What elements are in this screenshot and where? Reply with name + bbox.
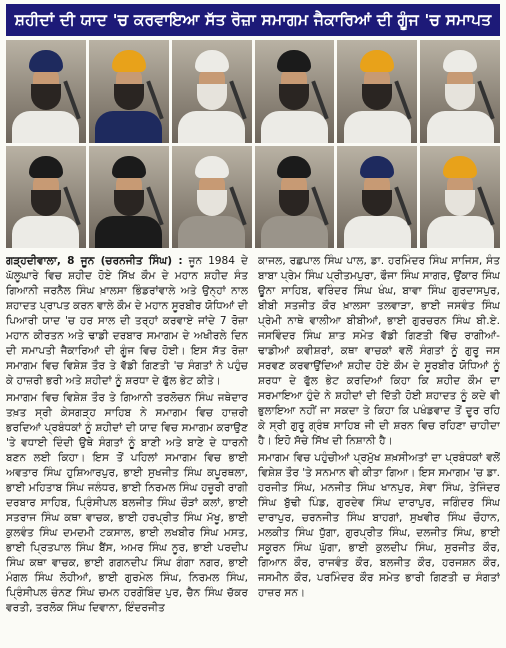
speaker-beard bbox=[197, 84, 227, 110]
speaker-turban bbox=[112, 156, 146, 178]
article-column-left bbox=[6, 254, 248, 642]
speaker-beard bbox=[197, 190, 227, 216]
speaker-photo bbox=[337, 146, 417, 249]
paragraph bbox=[6, 254, 248, 389]
speaker-beard bbox=[279, 190, 309, 216]
speaker-turban bbox=[443, 156, 477, 178]
speaker-clothing bbox=[344, 111, 411, 143]
speaker-photo bbox=[255, 146, 335, 249]
speaker-turban bbox=[195, 50, 229, 72]
speaker-clothing bbox=[12, 111, 79, 143]
speaker-clothing bbox=[427, 111, 494, 143]
headline: ਸ਼ਹੀਦਾਂ ਦੀ ਯਾਦ 'ਚ ਕਰਵਾਇਆ ਸੱਤ ਰੋਜ਼ਾ ਸਮਾਗਮ ਜੈਕਾਰਿਆਂ ਦੀ ਗੂੰਜ 'ਚ ਸਮਾਪਤ bbox=[6, 4, 500, 36]
speaker-photo bbox=[172, 146, 252, 249]
paragraph: ਸਮਾਗਮ ਵਿਚ ਵਿਸ਼ੇਸ਼ ਤੌਰ ਤੇ ਗਿਆਨੀ ਤਰਲੋਚਨ ਸਿੰਘ ਜਥੇਦਾਰ ਤਖ਼ਤ ਸ੍ਰੀ ਕੇਸਗੜ੍ਹ ਸਾਹਿਬ ਨੇ ਸਮਾਗਮ ਵਿਚ ਹਾਜ਼ਰੀ ਭਰਦਿਆਂ ਪ੍ਰਬੰਧਕਾਂ ਨੂੰ ਸ਼ਹੀਦਾਂ ਦੀ ਯਾਦ ਵਿਚ ਸਮਾਗਮ ਕਰਾਉਣ 'ਤੇ ਵਧਾਈ ਦਿੰਦੀ ਉਥੇ ਸੰਗਤਾਂ ਨੂੰ ਬਾਣੀ ਅਤੇ ਬਾਣੇ ਦੇ ਧਾਰਨੀ ਬਣਨ ਲਈ ਕਿਹਾ। ਇਸ ਤੋਂ ਪਹਿਲਾਂ ਸਮਾਗਮ ਵਿਚ ਭਾਈ ਅਵਤਾਰ ਸਿੰਘ ਹੁਸ਼ਿਆਰਪੁਰ, ਭਾਈ ਸੁਖਜੀਤ ਸਿੰਘ ਕਪੂਰਥਲਾ, ਭਾਈ ਮਹਿਤਾਬ ਸਿੰਘ ਜਲੰਧਰ, ਭਾਈ ਨਿਰਮਲ ਸਿੰਘ ਹਜ਼ੂਰੀ ਰਾਗੀ ਦਰਬਾਰ ਸਾਹਿਬ, ਪ੍ਰਿੰਸੀਪਲ ਬਲਜੀਤ ਸਿੰਘ ਚੌੜਾਂ ਕਲਾਂ, ਭਾਈ ਸਤਰਾਜ ਸਿੰਘ ਕਥਾ ਵਾਚਕ, ਭਾਈ ਹਰਪ੍ਰੀਤ ਸਿੰਘ ਮੱਖੂ, ਭਾਈ ਕੁਲਵੰਤ ਸਿੰਘ ਦਮਦਮੀ ਟਕਸਾਲ, ਭਾਈ ਲਖਬੀਰ ਸਿੰਘ ਮਸਤ, ਭਾਈ ਪ੍ਰਿਤਪਾਲ ਸਿੰਘ ਬੈਂਸ, ਅਮਰ ਸਿੰਘ ਨੂਰ, ਭਾਈ ਪਰਦੀਪ ਸਿੰਘ ਕਥਾ ਵਾਚਕ, ਭਾਈ ਗਗਨਦੀਪ ਸਿੰਘ ਗੰਗਾ ਨਗਰ, ਭਾਈ ਮੰਗਲ ਸਿੰਘ ਲੋਹੀਆਂ, ਭਾਈ ਗੁਰਮੇਲ ਸਿੰਘ, ਨਿਰਮਲ ਸਿੰਘ, ਪ੍ਰਿੰਸੀਪਲ ਚੰਨਣ ਸਿੰਘ ਚਮਨ ਹਰਗੋਬਿੰਦ ਪੁਰ, ਚੈਨ ਸਿੰਘ ਚੱਕਰ ਵਰਤੀ, ਤਰਲੋਕ ਸਿੰਘ ਦਿਵਾਨਾ, ਇੰਦਰਜੀਤ bbox=[6, 392, 248, 614]
speaker-photo bbox=[255, 40, 335, 143]
speaker-turban bbox=[195, 156, 229, 178]
speaker-beard bbox=[114, 190, 144, 216]
speaker-clothing bbox=[178, 111, 245, 143]
speaker-beard bbox=[279, 84, 309, 110]
speaker-beard bbox=[445, 190, 475, 216]
speaker-photo bbox=[420, 146, 500, 249]
newspaper-clipping bbox=[6, 4, 500, 644]
speaker-beard bbox=[114, 84, 144, 110]
speaker-photo bbox=[172, 40, 252, 143]
photo-grid bbox=[6, 40, 500, 248]
paragraph: ਕਾਜਲ, ਰਛਪਾਲ ਸਿੰਘ ਪਾਲ, ਡਾ. ਹਰਮਿੰਦਰ ਸਿੰਘ ਸਾਜਿਸ, ਸੰਤ ਬਾਬਾ ਪ੍ਰੇਮ ਸਿੰਘ ਪ੍ਰੀਤਮਪੁਰਾ, ਫੌਜਾ ਸਿੰਘ ਸਾਗਰ, ਉਂਕਾਰ ਸਿੰਘ ਊਨਾ ਸਾਹਿਬ, ਵਰਿੰਦਰ ਸਿੰਘ ਖੰਘ, ਬਾਵਾ ਸਿੰਘ ਗੁਰਦਾਸਪੁਰ, ਬੀਬੀ ਸਤਜੀਤ ਕੌਰ ਖ਼ਾਲਸਾ ਤਲਵਾੜਾ, ਭਾਈ ਜਸਵੰਤ ਸਿੰਘ ਪ੍ਰੇਮੀ ਨਾਥੇ ਵਾਲੀਆ ਬੀਬੀਆਂ, ਭਾਈ ਗੁਰਚਰਨ ਸਿੰਘ ਬੀ.ਏ. ਜਸਵਿੰਦਰ ਸਿੰਘ ਸ਼ਾਤ ਸਮੇਤ ਵੱਡੀ ਗਿਣਤੀ ਵਿੱਚ ਰਾਗੀਆਂ-ਢਾਡੀਆਂ ਕਵੀਸ਼ਰਾਂ, ਕਥਾ ਵਾਚਕਾਂ ਵਲੋਂ ਸੰਗਤਾਂ ਨੂੰ ਗੁਰੂ ਜਸ ਸਰਵਣ ਕਰਵਾਉਂਦਿਆਂ ਸ਼ਹੀਦ ਹੋਏ ਕੌਮ ਦੇ ਸੂਰਬੀਰ ਯੋਧਿਆਂ ਨੂੰ ਸ਼ਰਧਾ ਦੇ ਫੁੱਲ ਭੇਟ ਕਰਦਿਆਂ ਕਿਹਾ ਕਿ ਸ਼ਹੀਦ ਕੌਮ ਦਾ ਸਰਮਾਇਆ ਹੁੰਦੇ ਨੇ ਸ਼ਹੀਦਾਂ ਦੀ ਦਿੱਤੀ ਹੋਈ ਸ਼ਹਾਦਤ ਨੂੰ ਕਦੇ ਵੀ ਭੁਲਾਇਆ ਨਹੀਂ ਜਾ ਸਕਦਾ ਤੇ ਕਿਹਾ ਕਿ ਪਖੰਡਵਾਦ ਤੋਂ ਦੂਰ ਰਹਿ ਕੇ ਸ੍ਰੀ ਗੁਰੂ ਗ੍ਰੰਥ ਸਾਹਿਬ ਜੀ ਦੀ ਸ਼ਰਨ ਵਿਚ ਰਹਿਣਾ ਚਾਹੀਦਾ ਹੈ। ਇਹੋ ਸੱਚੇ ਸਿੱਖ ਦੀ ਨਿਸ਼ਾਨੀ ਹੈ। bbox=[258, 255, 500, 447]
paragraph: ਸਮਾਗਮ ਵਿਚ ਪਹੁੰਚੀਆਂ ਪ੍ਰਮੁੱਖ ਸ਼ਖ਼ਸੀਅਤਾਂ ਦਾ ਪ੍ਰਬੰਧਕਾਂ ਵਲੋਂ ਵਿਸ਼ੇਸ਼ ਤੌਰ 'ਤੇ ਸਨਮਾਨ ਵੀ ਕੀਤਾ ਗਿਆ। ਇਸ ਸਮਾਗਮ 'ਚ ਡਾ. ਹਰਜੀਤ ਸਿੰਘ, ਮਨਜੀਤ ਸਿੰਘ ਖਾਨਪੁਰ, ਸੇਵਾ ਸਿੰਘ, ਤੇਜਿੰਦਰ ਸਿੰਘ ਬੁੱਢੀ ਪਿੰਡ, ਗੁਰਦੇਵ ਸਿੰਘ ਦਾਰਾਪੁਰ, ਜਗਿੰਦਰ ਸਿੰਘ ਦਾਰਾਪੁਰ, ਚਰਨਜੀਤ ਸਿੰਘ ਬਾਹਗਾਂ, ਸੁਖਵੀਰ ਸਿੰਘ ਚੌਹਾਨ, ਮਲਕੀਤ ਸਿੰਘ ਧੁੱਗਾ, ਗੁਰਪ੍ਰੀਤ ਸਿੰਘ, ਦਲਜੀਤ ਸਿੰਘ, ਭਾਈ ਸਕੂਰਨ ਸਿੰਘ ਘੁੱਗਾ, ਭਾਈ ਕੁਲਦੀਪ ਸਿੰਘ, ਸੁਰਜੀਤ ਕੌਰ, ਗਿਆਨ ਕੌਰ, ਰਾਜਵੰਤ ਕੌਰ, ਬਲਜੀਤ ਕੌਰ, ਹਰਜਸ਼ਨ ਕੌਰ, ਜਸਮੀਨ ਕੌਰ, ਪਰਮਿੰਦਰ ਕੌਰ ਸਮੇਤ ਭਾਰੀ ਗਿਣਤੀ ਚ ਸੰਗਤਾਂ ਹਾਜ਼ਰ ਸਨ। bbox=[258, 452, 500, 599]
speaker-turban bbox=[29, 50, 63, 72]
speaker-photo bbox=[89, 146, 169, 249]
speaker-clothing bbox=[95, 111, 162, 143]
dateline: ਗੜ੍ਹਦੀਵਾਲਾ, 8 ਜੂਨ (ਚਰਨਜੀਤ ਸਿੰਘ) : bbox=[6, 255, 183, 267]
speaker-clothing bbox=[261, 111, 328, 143]
article-column-right bbox=[258, 254, 500, 642]
speaker-clothing bbox=[261, 216, 328, 248]
speaker-turban bbox=[277, 156, 311, 178]
speaker-turban bbox=[277, 50, 311, 72]
speaker-beard bbox=[31, 84, 61, 110]
paragraph-text: ਜੂਨ 1984 ਦੇ ਘੱਲੂਘਾਰੇ ਵਿਚ ਸ਼ਹੀਦ ਹੋਏ ਸਿੱਖ ਕੌਮ ਦੇ ਮਹਾਨ ਸ਼ਹੀਦ ਸੰਤ ਗਿਆਨੀ ਜਰਨੈਲ ਸਿੰਘ ਖ਼ਾਲਸਾ ਭਿੰਡਰਾਂਵਾਲੇ ਅਤੇ ਉਨ੍ਹਾਂ ਨਾਲ ਸ਼ਹਾਦਤ ਪ੍ਰਾਪਤ ਕਰਨ ਵਾਲੇ ਕੌਮ ਦੇ ਮਹਾਨ ਸੂਰਬੀਰ ਯੋਧਿਆਂ ਦੀ ਪਿਆਰੀ ਯਾਦ 'ਚ ਹਰ ਸਾਲ ਦੀ ਤਰ੍ਹਾਂ ਕਰਵਾਏ ਜਾਂਦੇ 7 ਰੋਜ਼ਾ ਮਹਾਨ ਕੀਰਤਨ ਅਤੇ ਢਾਡੀ ਦਰਬਾਰ ਸਮਾਗਮ ਦੇ ਅਖੀਰਲੇ ਦਿਨ ਦੀ ਸਮਾਪਤੀ ਜੈਕਾਰਿਆਂ ਦੀ ਗੂੰਜ ਵਿਚ ਹੋਈ। ਇਸ ਸੱਤ ਰੋਜ਼ਾ ਸਮਾਗਮ ਵਿਚ ਵਿਸ਼ੇਸ਼ ਤੌਰ ਤੇ ਵੱਡੀ ਗਿਣਤੀ 'ਚ ਸੰਗਤਾਂ ਨੇ ਪਹੁੰਚ ਕੇ ਹਾਜ਼ਰੀ ਭਰੀ ਅਤੇ ਸ਼ਹੀਦਾਂ ਨੂੰ ਸ਼ਰਧਾ ਦੇ ਫੁੱਲ ਭੇਟ ਕੀਤੇ। bbox=[6, 255, 248, 387]
speaker-beard bbox=[362, 190, 392, 216]
speaker-beard bbox=[362, 84, 392, 110]
speaker-clothing bbox=[344, 216, 411, 248]
speaker-beard bbox=[31, 190, 61, 216]
speaker-turban bbox=[29, 156, 63, 178]
speaker-photo bbox=[6, 40, 86, 143]
speaker-turban bbox=[360, 156, 394, 178]
speaker-photo bbox=[420, 40, 500, 143]
speaker-photo bbox=[337, 40, 417, 143]
speaker-turban bbox=[360, 50, 394, 72]
speaker-beard bbox=[445, 84, 475, 110]
speaker-clothing bbox=[95, 216, 162, 248]
speaker-turban bbox=[443, 50, 477, 72]
speaker-clothing bbox=[178, 216, 245, 248]
speaker-turban bbox=[112, 50, 146, 72]
speaker-clothing bbox=[12, 216, 79, 248]
article-body bbox=[6, 254, 500, 642]
speaker-clothing bbox=[427, 216, 494, 248]
speaker-photo bbox=[6, 146, 86, 249]
speaker-photo bbox=[89, 40, 169, 143]
